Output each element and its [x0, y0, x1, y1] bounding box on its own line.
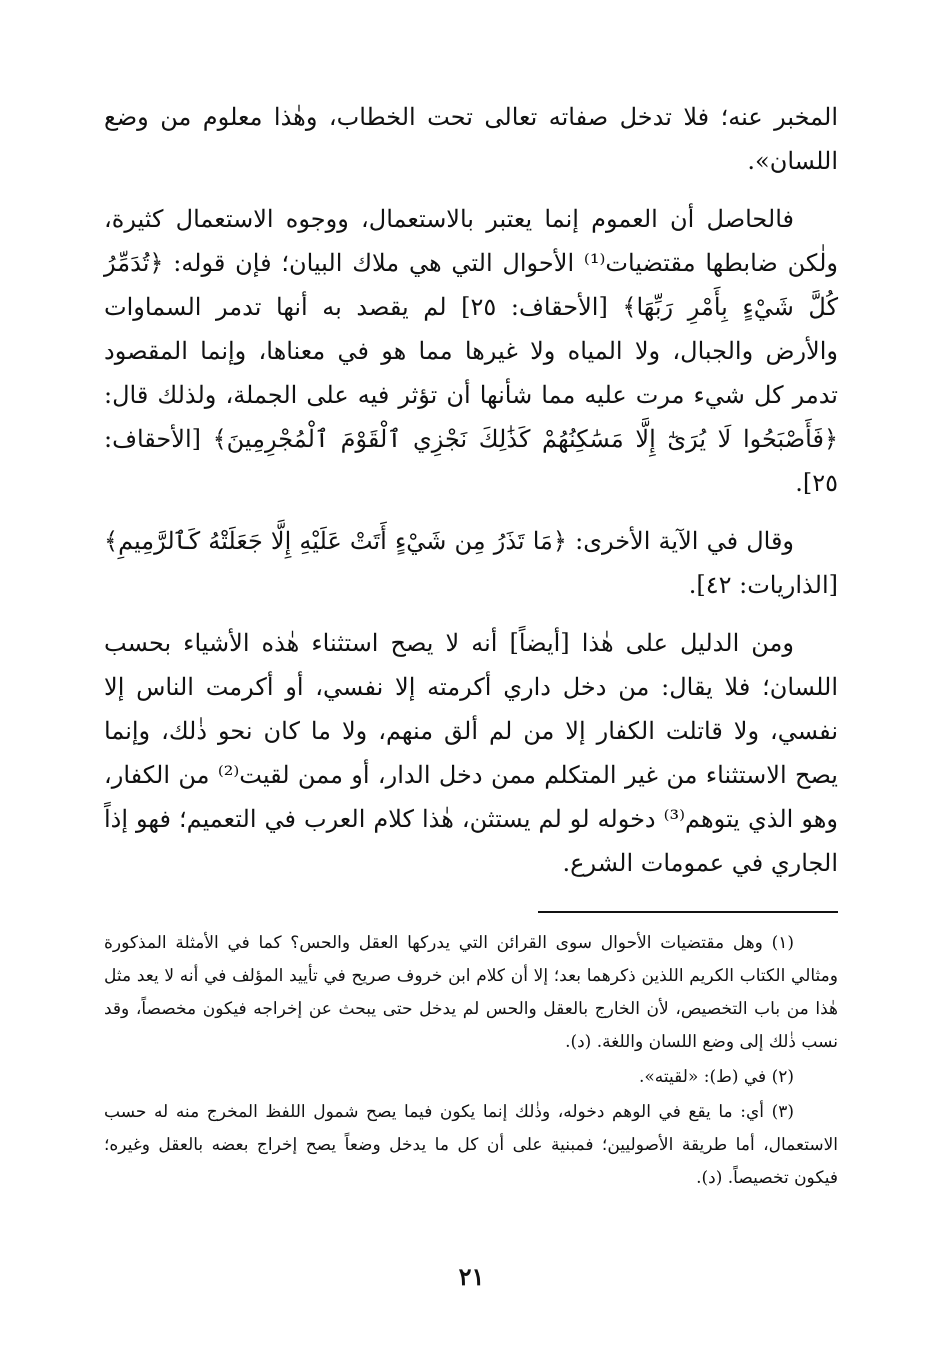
paragraph-exception-evidence: ومن الدليل على هٰذا [أيضاً] أنه لا يصح استثناء هٰذه الأشياء بحسب اللسان؛ فلا يقال: من دخل داري أكرمته إلا نفسي، أو أكرمت الناس إلا نفسي، ولا قاتلت الكفار إلا من لم ألق منهم، ولا ما كان نحو ذٰلك، وإنما يصح الاستثناء من غير المتكلم ممن دخل الدار، أو ممن لقيت⁽²⁾ من الكفار، وهو الذي يتوهم⁽³⁾ دخوله لو لم يستثن، هٰذا كلام العرب في التعميم؛ فهو إذاً الجاري في عمومات الشرع. [104, 629, 839, 877]
page-number: ٢١ [458, 1262, 485, 1291]
main-text [104, 95, 838, 885]
footnote-separator [538, 911, 838, 913]
footnotes [104, 927, 838, 1195]
paragraph-continuation: المخبر عنه؛ فلا تدخل صفاته تعالى تحت الخطاب، وهٰذا معلوم من وضع اللسان». [104, 103, 838, 175]
paragraph-other-verse: وقال في الآية الأخرى: ﴿مَا تَذَرُ مِن شَيْءٍ أَتَتْ عَلَيْهِ إِلَّا جَعَلَتْهُ كَٱلرَّمِيمِ﴾ [الذاريات: ٤٢]. [104, 527, 838, 599]
footnote-2: (٢) في (ط): «لقيته». [639, 1067, 794, 1087]
paragraph-generality: فالحاصل أن العموم إنما يعتبر بالاستعمال، ووجوه الاستعمال كثيرة، ولٰكن ضابطها مقتضيات⁽¹⁾ الأحوال التي هي ملاك البيان؛ فإن قوله: ﴿تُدَمِّرُ كُلَّ شَيْءٍ بِأَمْرِ رَبِّهَا﴾ [الأحقاف: ٢٥] لم يقصد به أنها تدمر السماوات والأرض والجبال، ولا المياه ولا غيرها مما هو في معناها، وإنما المقصود تدمر كل شيء مرت عليه مما شأنها أن تؤثر فيه على الجملة، ولذلك قال: ﴿فَأَصْبَحُوا لَا يُرَىٰٓ إِلَّا مَسَٰكِنُهُمْ كَذَٰلِكَ نَجْزِي ٱلْقَوْمَ ٱلْمُجْرِمِينَ﴾ [الأحقاف: ٢٥]. [104, 205, 839, 497]
footnote-3: (٣) أي: ما يقع في الوهم دخوله، وذٰلك إنما يكون فيما يصح شمول اللفظ المخرج منه له حسب الاستعمال، أما طريقة الأصوليين؛ فمبنية على أن كل ما يدخل وضعاً يصح إخراج بعضه بالعقل وغيره؛ فيكون تخصيصاً. (د). [104, 1102, 838, 1188]
book-page [104, 95, 838, 1195]
footnote-1: (١) وهل مقتضيات الأحوال سوى القرائن التي يدركها العقل والحس؟ كما في الأمثلة المذكورة ومثالي الكتاب الكريم اللذين ذكرهما بعد؛ إلا أن كلام ابن خروف صريح في تأييد المؤلف في أنه لا يعد مثل هٰذا من باب التخصيص، لأن الخارج بالعقل والحس لم يدخل حتى يبحث عن إخراجه فيكون مخصصاً، وقد نسب ذٰلك إلى وضع اللسان واللغة. (د). [104, 933, 838, 1052]
